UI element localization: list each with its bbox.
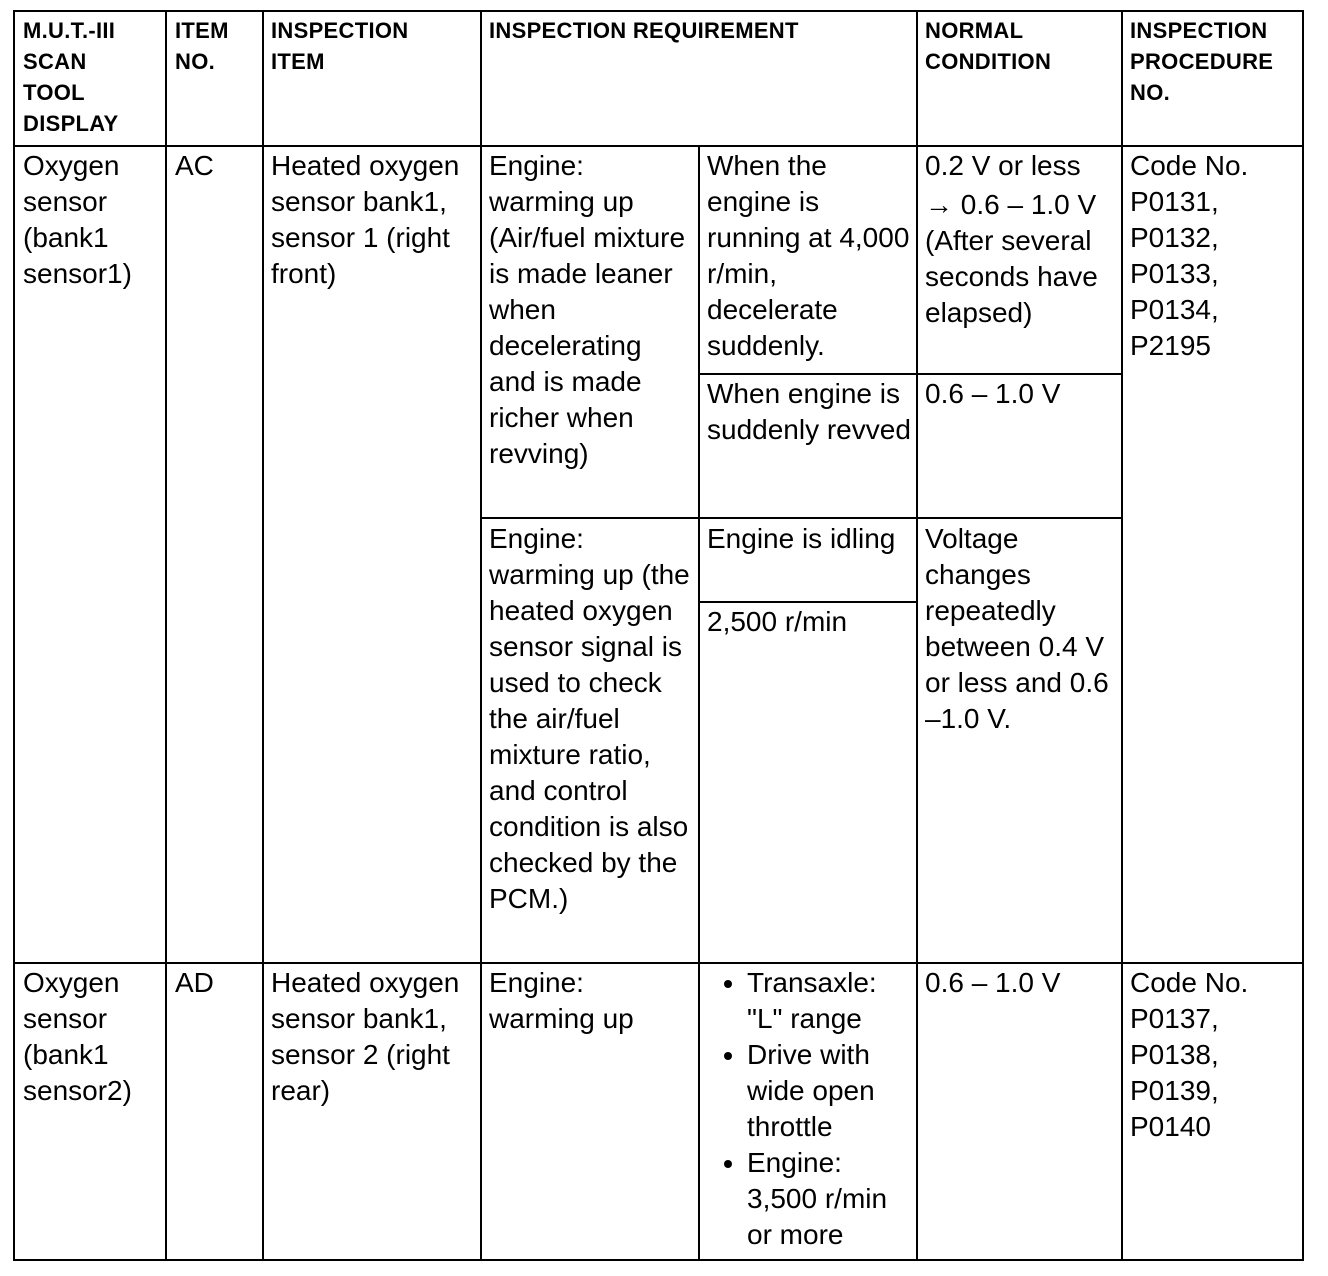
procedure-line: P0131,: [1130, 186, 1219, 217]
column-divider: [262, 12, 264, 1259]
condition-list: [707, 965, 916, 1253]
inspection-procedure-cell: [1130, 965, 1300, 1145]
procedure-line: P0137,: [1130, 1003, 1219, 1034]
header-inspection-requirement: INSPECTION REQUIREMENT: [489, 18, 799, 43]
column-divider: [698, 145, 700, 1259]
header-inspection-item: INSPECTION ITEM: [271, 18, 409, 74]
inspection-item-cell: Heated oxygen sensor bank1, sensor 1 (right front): [271, 150, 460, 289]
header-normal-condition: NORMAL CONDITION: [925, 18, 1052, 74]
sub-row-divider: [480, 517, 1121, 519]
procedure-line: P2195: [1130, 330, 1211, 361]
normal-condition-line: (After several seconds have elapsed): [925, 225, 1098, 328]
inspection-procedure-cell: [1130, 148, 1300, 364]
condition-cell: Engine is idling: [707, 523, 896, 554]
header-scan-tool-display: M.U.T.-III SCAN TOOL DISPLAY: [23, 18, 119, 136]
column-divider: [1121, 12, 1123, 1259]
condition-cell: [707, 965, 916, 1253]
procedure-line: P0133,: [1130, 258, 1219, 289]
sub-row-divider: [698, 601, 916, 603]
inspection-requirement-cell: Engine: warming up (the heated oxygen sensor signal is used to check the air/fuel mixture ratio, and control condition is also checked by the PCM.): [489, 523, 690, 914]
sub-row-divider: [698, 373, 1121, 375]
row-divider: [15, 962, 1302, 964]
inspection-table: [13, 10, 1304, 1261]
item-no-cell: AD: [175, 967, 214, 998]
condition-cell: 2,500 r/min: [707, 606, 848, 637]
header-item-no: ITEM NO.: [175, 18, 229, 74]
item-no-cell: AC: [175, 150, 214, 181]
procedure-line: P0138,: [1130, 1039, 1219, 1070]
column-divider: [165, 12, 167, 1259]
condition-cell: When engine is suddenly revved: [707, 378, 911, 445]
scan-tool-display-cell: Oxygen sensor (bank1 sensor1): [23, 150, 132, 289]
header-divider: [15, 145, 1302, 147]
condition-list-item: • Transaxle: "L" range: [747, 965, 916, 1037]
condition-list-item: • Drive with wide open throttle: [747, 1037, 916, 1145]
normal-condition-cell: 0.6 – 1.0 V: [925, 967, 1061, 998]
procedure-line: P0139,: [1130, 1075, 1219, 1106]
normal-condition-line: → 0.6 – 1.0 V: [925, 189, 1097, 220]
inspection-requirement-cell: Engine: warming up (Air/fuel mixture is made leaner when decelerating and is made richer when revving): [489, 150, 686, 469]
procedure-line: P0134,: [1130, 294, 1219, 325]
normal-condition-cell: Voltage changes repeatedly between 0.4 V or less and 0.6 –1.0 V.: [925, 523, 1109, 734]
condition-list-item: • Engine: 3,500 r/min or more: [747, 1145, 916, 1253]
normal-condition-line: 0.2 V or less: [925, 150, 1081, 181]
inspection-item-cell: Heated oxygen sensor bank1, sensor 2 (right rear): [271, 967, 460, 1106]
procedure-line: Code No.: [1130, 150, 1249, 181]
procedure-line: P0132,: [1130, 222, 1219, 253]
scan-tool-display-cell: Oxygen sensor (bank1 sensor2): [23, 967, 132, 1106]
normal-condition-cell: [925, 148, 1121, 331]
procedure-line: Code No.: [1130, 967, 1249, 998]
header-inspection-procedure-no: INSPECTION PROCEDURE NO.: [1130, 18, 1274, 105]
inspection-requirement-cell: Engine: warming up: [489, 967, 634, 1034]
column-divider: [480, 12, 482, 1259]
procedure-line: P0140: [1130, 1111, 1211, 1142]
normal-condition-cell: 0.6 – 1.0 V: [925, 378, 1061, 409]
column-divider: [916, 12, 918, 1259]
condition-cell: When the engine is running at 4,000 r/min, decelerate suddenly.: [707, 150, 910, 361]
